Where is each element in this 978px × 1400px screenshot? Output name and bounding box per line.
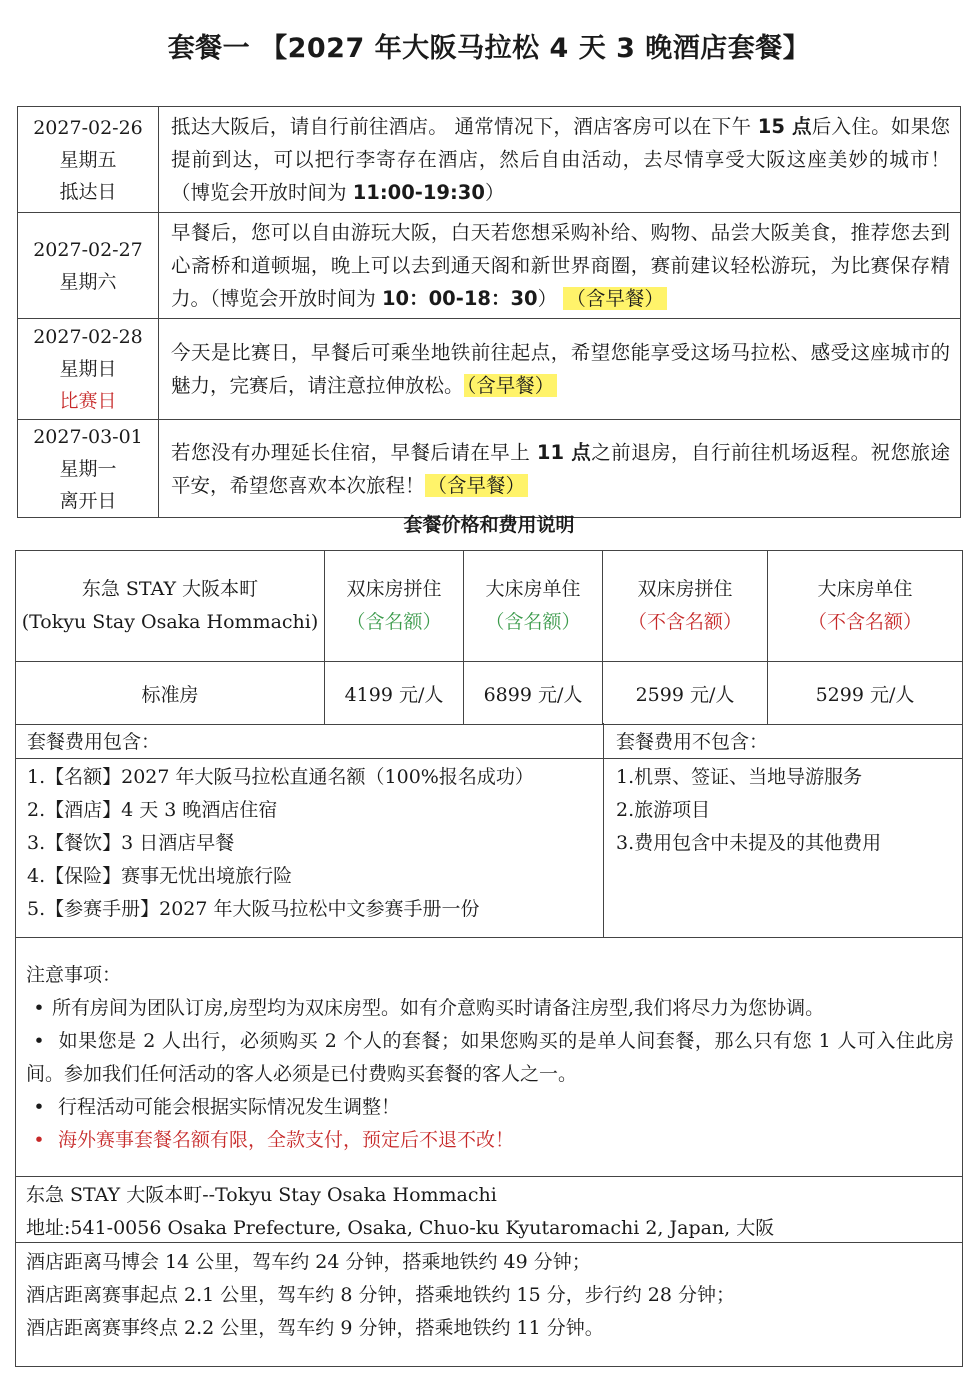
itinerary-weekday: 星期一 xyxy=(59,457,117,480)
price-header-row xyxy=(16,551,963,662)
itinerary-description xyxy=(159,319,961,420)
list-item: 1.机票、签证、当地导游服务 xyxy=(616,766,863,788)
itinerary-date-cell xyxy=(18,213,159,319)
meal-badge: （含早餐） xyxy=(563,287,667,310)
itinerary-description xyxy=(159,213,961,319)
distance-line: 酒店距离马博会 14 公里，驾车约 24 分钟，搭乘地铁约 49 分钟； xyxy=(26,1251,591,1273)
itinerary-description xyxy=(159,420,961,518)
room-category: 标准房 xyxy=(16,662,325,725)
distance-line: 酒店距离赛事起点 2.1 公里，驾车约 8 分钟，搭乘地铁约 15 分，步行约 28 分钟； xyxy=(26,1284,735,1306)
itinerary-row xyxy=(18,213,961,319)
price-table xyxy=(15,550,963,725)
itinerary-date: 2027-02-27 xyxy=(33,238,143,261)
quota-note: （不含名额） xyxy=(627,611,742,633)
includes-heading: 套餐费用包含： xyxy=(27,731,161,753)
room-type: 双床房拼住 xyxy=(346,578,442,600)
bullet-icon: • xyxy=(33,997,45,1019)
note-item xyxy=(26,1124,954,1157)
room-type-header xyxy=(325,551,464,662)
bullet-icon: • xyxy=(33,1096,45,1118)
note-item xyxy=(26,1091,954,1124)
itinerary-weekday: 星期六 xyxy=(59,270,117,293)
price-row xyxy=(16,662,963,725)
itinerary-text: 若您没有办理延长住宿，早餐后请在早上 xyxy=(171,440,537,464)
list-item: 3.费用包含中未提及的其他费用 xyxy=(616,832,882,854)
price-cell: 5299 元/人 xyxy=(768,662,963,725)
page-title: 套餐一 【2027 年大阪马拉松 4 天 3 晚酒店套餐】 xyxy=(167,33,811,64)
notes-heading: 注意事项： xyxy=(26,964,122,986)
price-cell: 6899 元/人 xyxy=(464,662,603,725)
warning-text: 海外赛事套餐名额有限，全款支付，预定后不退不改！ xyxy=(58,1129,515,1151)
price-cell: 4199 元/人 xyxy=(325,662,464,725)
itinerary-text: 早餐后，您可以自由游玩大阪，白天若您想采购补给、购物、品尝大阪美食，推荐您去到心斋桥和道顿堀，晚上可以去到通天阁和新世界商圈，赛前建议轻松游玩，为比赛保存精力。（博览会开放时间为 xyxy=(171,221,950,310)
itinerary-day-label: 离开日 xyxy=(59,489,117,512)
list-item: 4.【保险】赛事无忧出境旅行险 xyxy=(27,865,293,887)
quota-note: （含名额） xyxy=(485,611,581,633)
expo-hours: 10：00-18：30 xyxy=(381,287,538,310)
price-cell: 2599 元/人 xyxy=(603,662,768,725)
list-item: 5.【参赛手册】2027 年大阪马拉松中文参赛手册一份 xyxy=(27,898,480,920)
room-type: 双床房拼住 xyxy=(637,578,733,600)
hotel-address: 地址:541-0056 Osaka Prefecture, Osaka, Chuo-ku Kyutaromachi 2, Japan, 大阪 xyxy=(26,1217,775,1239)
excludes-heading: 套餐费用不包含： xyxy=(616,731,769,753)
quota-note: （不含名额） xyxy=(807,611,922,633)
hotel-address-section xyxy=(15,1176,963,1367)
itinerary-row xyxy=(18,420,961,518)
itinerary-text: 今天是比赛日，早餐后可乘坐地铁前往起点，希望您能享受这场马拉松、感受这座城市的魅力，完赛后，请注意拉伸放松。 xyxy=(171,341,950,397)
hotel-name-en: (Tokyu Stay Osaka Hommachi) xyxy=(21,611,319,633)
hotel-name: 东急 STAY 大阪本町 xyxy=(81,578,259,600)
list-item: 3.【餐饮】3 日酒店早餐 xyxy=(27,832,235,854)
includes-list xyxy=(27,761,534,926)
itinerary-date-cell xyxy=(18,319,159,420)
itinerary-row xyxy=(18,319,961,420)
room-type-header xyxy=(464,551,603,662)
note-item xyxy=(26,1025,954,1091)
section-divider xyxy=(16,1242,962,1243)
list-item: 2.旅游项目 xyxy=(616,799,711,821)
note-text: 所有房间为团队订房,房型均为双床房型。如有介意购买时请备注房型,我们将尽力为您协调。 xyxy=(52,997,825,1019)
room-type: 大床房单住 xyxy=(485,578,581,600)
meal-badge: （含早餐） xyxy=(464,374,558,397)
note-item xyxy=(26,992,954,1025)
itinerary-text: ） xyxy=(537,287,558,310)
note-text: 行程活动可能会根据实际情况发生调整！ xyxy=(58,1096,401,1118)
column-divider xyxy=(603,723,604,937)
hotel-name-cell xyxy=(16,551,325,662)
list-item: 2.【酒店】4 天 3 晚酒店住宿 xyxy=(27,799,278,821)
itinerary-checkin-time: 15 点 xyxy=(757,115,812,138)
hotel-name-line: 东急 STAY 大阪本町--Tokyu Stay Osaka Hommachi xyxy=(26,1184,497,1206)
itinerary-weekday: 星期五 xyxy=(59,148,117,171)
itinerary-date: 2027-02-26 xyxy=(33,116,143,139)
distance-line: 酒店距离赛事终点 2.2 公里，驾车约 9 分钟，搭乘地铁约 11 分钟。 xyxy=(26,1317,604,1339)
room-type: 大床房单住 xyxy=(817,578,913,600)
room-type-header xyxy=(768,551,963,662)
row-divider xyxy=(16,758,962,759)
itinerary-text: 抵达大阪后，请自行前往酒店。 通常情况下，酒店客房可以在下午 xyxy=(171,115,758,138)
itinerary-table xyxy=(17,106,961,518)
itinerary-date: 2027-03-01 xyxy=(33,425,143,448)
itinerary-day-label: 比赛日 xyxy=(59,390,117,412)
quota-note: （含名额） xyxy=(346,611,442,633)
itinerary-row xyxy=(18,107,961,213)
notes-section xyxy=(15,937,963,1177)
itinerary-text: 之前退房，自行前往机场返程。祝您旅途平安，希望您喜欢本次旅程！ xyxy=(171,440,950,497)
itinerary-date-cell xyxy=(18,107,159,213)
itinerary-date-cell xyxy=(18,420,159,518)
room-type-header xyxy=(603,551,768,662)
itinerary-description xyxy=(159,107,961,213)
itinerary-text: ） xyxy=(484,181,505,204)
itinerary-date: 2027-02-28 xyxy=(33,326,143,348)
price-section-title: 套餐价格和费用说明 xyxy=(403,514,575,536)
bullet-icon: • xyxy=(33,1129,45,1151)
itinerary-day-label: 抵达日 xyxy=(59,180,117,203)
checkout-time: 11 点 xyxy=(536,440,592,464)
list-item: 1.【名额】2027 年大阪马拉松直通名额（100%报名成功） xyxy=(27,766,534,788)
itinerary-text: 后入住。如果您提前到达，可以把行李寄存在酒店，然后自由活动，去尽情享受大阪这座美妙的城市！（博览会开放时间为 xyxy=(171,115,950,204)
itinerary-weekday: 星期日 xyxy=(59,358,117,380)
expo-hours: 11:00-19:30 xyxy=(352,181,485,204)
meal-badge: （含早餐） xyxy=(425,474,529,497)
note-text: 如果您是 2 人出行，必须购买 2 个人的套餐；如果您购买的是单人间套餐，那么只有您 1 人可入住此房间。参加我们任何活动的客人必须是已付费购买套餐的客人之一。 xyxy=(26,1030,954,1085)
excludes-list xyxy=(616,761,881,860)
fee-details xyxy=(15,723,963,938)
bullet-icon: • xyxy=(33,1030,45,1052)
